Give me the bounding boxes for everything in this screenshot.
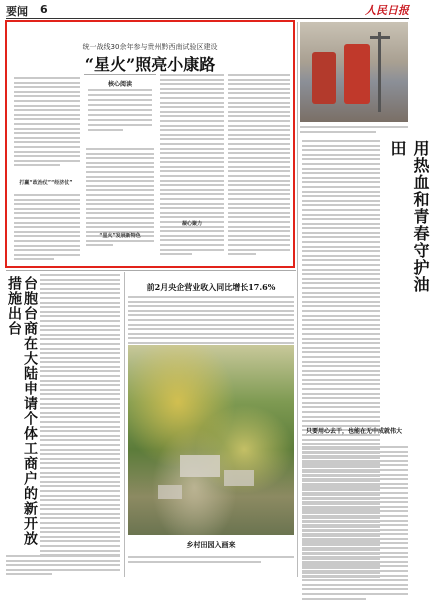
column-divider-right: [297, 22, 298, 577]
masthead-rule: [6, 18, 409, 19]
right-small-headline: 只要用心去干，也能在无中成就伟大: [306, 428, 403, 435]
photo-caption: 乡村田园入画来: [186, 541, 236, 549]
lead-subhead-3: 凝心聚力: [181, 221, 202, 227]
highlight-frame: [5, 20, 295, 268]
bottom-headline: 前2月央企营业收入同比增长17.6%: [146, 282, 276, 292]
oilfield-photo: [300, 22, 408, 122]
left-article-headline: 台胞台商在大陆申请个体工商户的新开放措施出台: [6, 276, 38, 546]
section-divider: [6, 270, 296, 271]
section-label: 要闻: [6, 5, 28, 18]
lead-subhead-2: “星火”发展新特色: [99, 233, 141, 239]
lead-headline: “星火”照亮小康路: [84, 55, 216, 74]
column-divider-left: [124, 272, 125, 577]
right-article-headline: 用热血和青春守护油田: [388, 140, 430, 293]
landscape-photo: [128, 345, 294, 535]
masthead: [6, 3, 409, 19]
brand-logo: 人民日报: [365, 4, 409, 17]
lead-kicker: 统一战线30余年参与贵州黔西南试验区建设: [82, 43, 218, 51]
lead-subhead-1: 打赢“政治仗”“经济仗”: [19, 180, 73, 186]
bottom-footer-lines: [128, 556, 294, 566]
page-number: 6: [40, 3, 48, 16]
left-article-body: [40, 274, 120, 559]
left-article-body-lower: [6, 555, 120, 578]
core-reading-title: 核心阅读: [107, 81, 132, 88]
photo-caption-lines: [300, 126, 408, 136]
right-small-body: [302, 446, 408, 602]
